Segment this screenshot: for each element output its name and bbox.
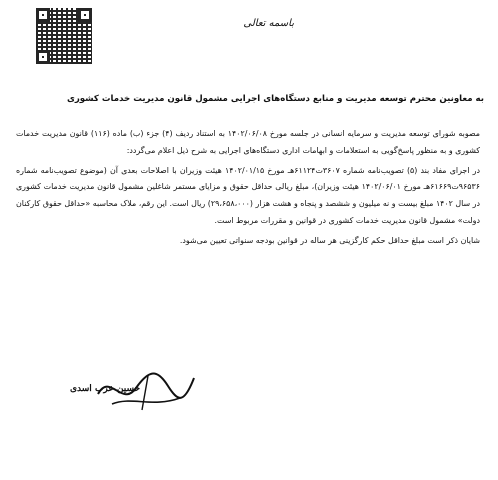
qr-code xyxy=(36,8,92,64)
letter-body xyxy=(16,126,480,250)
signatory-name: حسین عرب اسدی xyxy=(70,384,141,394)
letter-recipient-heading: به معاونین محترم توسعه مدیریت و منابع دستگاه‌های اجرایی مشمول قانون مدیریت خدمات کشوری xyxy=(66,94,484,104)
qr-finder-pattern xyxy=(78,8,92,22)
paragraph-main: در اجرای مفاد بند (۵) تصویب‌نامه شماره ۳۶۰۷ت۶۱۱۲۴هـ مورخ ۱۴۰۲/۰۱/۱۵ هیئت وزیران با اصلاحات بعدی آن (موضوع تصویب‌نامه شماره ۹۶۵۳۶ت۶۱۶۶۹هـ مورخ ۱۴۰۲/۰۶/۰۱ هیئت وزیران)، مبلغ ریالی حداقل حقوق و مزایای مستمر شاغلین مشمول قانون مدیریت خدمات کشوری در سال ۱۴۰۲ مبلغ بیست و نه میلیون و ششصد و پنجاه و هشت هزار (۲۹،۶۵۸،۰۰۰) ریال است. این رقم، ملاک محاسبه «حداقل حقوق کارکنان دولت» مشمول قانون مدیریت خدمات کشوری در قوانین و مقررات مربوط است. xyxy=(16,165,481,225)
paragraph-intro: مصوبه شورای توسعه مدیریت و سرمایه انسانی در جلسه مورخ ۱۴۰۲/۰۶/۰۸ به استناد ردیف (۴) جزء (ب) ماده (۱۱۶) قانون مدیریت خدمات کشوری و به منظور پاسخ‌گویی به استعلامات و ابهامات اداری دستگاه‌های اجرایی به شرح ذیل اعلام می‌گردد: xyxy=(16,129,480,155)
qr-finder-pattern xyxy=(36,8,50,22)
qr-finder-pattern xyxy=(36,50,50,64)
bismillah-heading: باسمه تعالی xyxy=(243,18,294,29)
paragraph-note: شایان ذکر است مبلغ حداقل حکم کارگزینی هر ساله در قوانین بودجه سنواتی تعیین می‌شود. xyxy=(179,235,480,245)
